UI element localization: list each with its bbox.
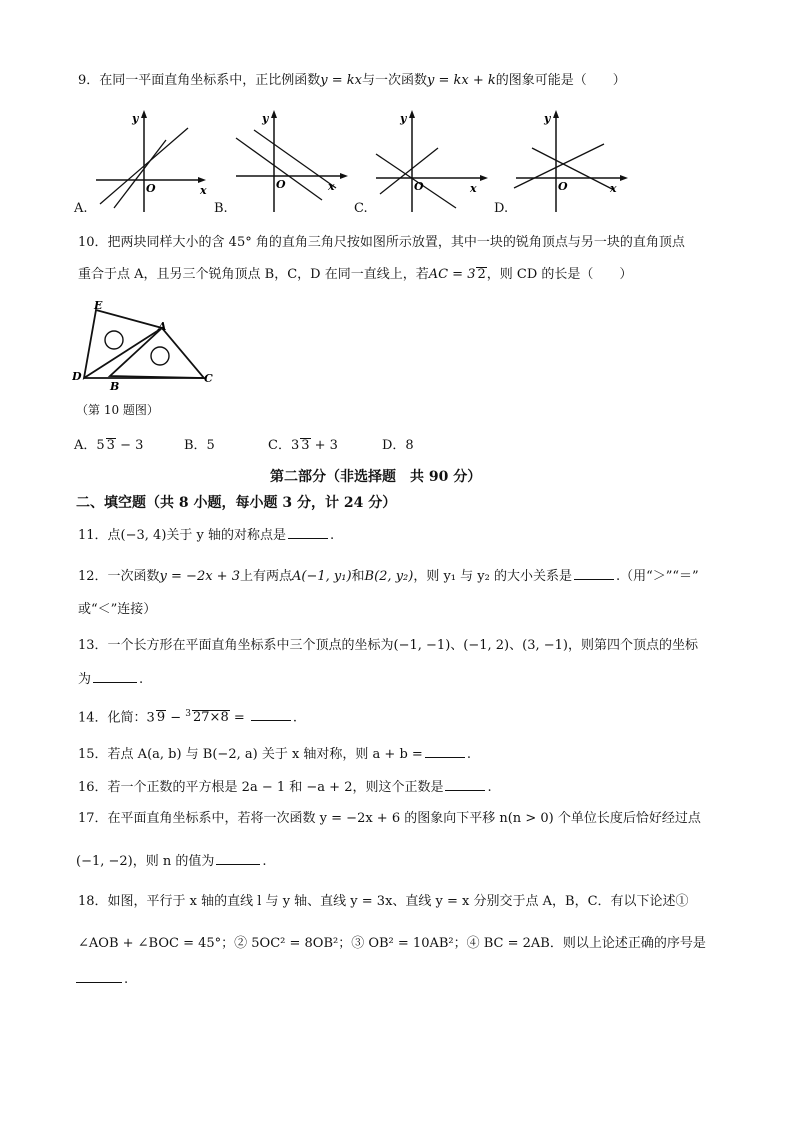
q10-line2: 重合于点 A，且另三个锐角顶点 B，C，D 在同一直线上，若AC = 3 2，则 CD 的长是（ ） [78,267,633,282]
q13-answer-blank[interactable] [93,670,137,683]
q9-option-a[interactable]: A. [74,201,88,216]
q9-stem: 9．在同一平面直角坐标系中，正比例函数y = kx与一次函数y = kx + k的图象可能是（ ） [78,73,626,88]
q9-option-c[interactable]: C. [354,201,368,216]
q12-answer-blank[interactable] [574,567,614,580]
q15-answer-blank[interactable] [425,745,465,758]
svg-text:y: y [132,112,139,125]
svg-text:O: O [558,180,568,193]
q10-option-d[interactable]: D．8 [382,438,414,453]
svg-text:C: C [204,372,213,385]
svg-text:D: D [72,370,82,383]
q9-option-b[interactable]: B. [214,201,228,216]
q10-line1: 10．把两块同样大小的含 45° 角的直角三角尺按如图所示放置，其中一块的锐角顶点与另一块的直角顶点 [78,235,685,250]
svg-text:E: E [94,299,103,312]
q11-answer-blank[interactable] [288,526,328,539]
svg-text:B: B [110,380,120,393]
part2-heading: 第二部分（非选择题 共 90 分） [270,469,482,485]
svg-text:O: O [146,182,156,195]
svg-text:x: x [470,182,477,195]
q9-graph-b [232,108,352,216]
q18-line1: 18．如图，平行于 x 轴的直线 l 与 y 轴、直线 y = 3x、直线 y = x 分别交于点 A，B，C．有以下论述① [78,894,689,909]
svg-text:y: y [262,112,269,125]
q9-graph-c [372,108,492,216]
q18-answer-blank[interactable] [76,970,122,983]
q10-figure [72,298,220,394]
q10-option-a[interactable]: A．5 3 − 3 [74,438,144,453]
q18-line2: ∠AOB + ∠BOC = 45°；② 5OC² = 8OB²；③ OB² = 10AB²；④ BC = 2AB．则以上论述正确的序号是 [78,936,706,951]
svg-text:y: y [544,112,551,125]
q9-graph-d [512,108,632,216]
q11: 11．点(−3, 4)关于 y 轴的对称点是 . [78,528,335,543]
svg-text:y: y [400,112,407,125]
svg-text:O: O [276,178,286,191]
section2-heading: 二、填空题（共 8 小题，每小题 3 分，计 24 分） [76,495,397,511]
q10-option-b[interactable]: B．5 [184,438,215,453]
q15: 15．若点 A(a, b) 与 B(−2, a) 关于 x 轴对称，则 a + b = . [78,747,471,762]
q10-caption: （第 10 题图） [76,403,159,417]
q9-option-d[interactable]: D. [494,201,509,216]
svg-text:O: O [414,180,424,193]
q17-line2: (−1, −2)，则 n 的值为 . [76,854,267,869]
q18-line3: . [76,970,128,989]
svg-text:x: x [200,184,207,197]
q14: 14．化简：3 9 − $^3$ 27×8 = . [78,709,298,726]
svg-text:x: x [328,180,335,193]
q13-line1: 13．一个长方形在平面直角坐标系中三个顶点的坐标为(−1, −1)、(−1, 2)、(3, −1)，则第四个顶点的坐标 [78,638,698,653]
q16: 16．若一个正数的平方根是 2a − 1 和 −a + 2，则这个正数是 . [78,780,492,795]
svg-text:x: x [610,182,617,195]
q13-line2: 为 . [78,672,144,687]
q14-answer-blank[interactable] [251,708,291,721]
q9-graph-a [92,108,212,216]
q12-line2: 或“＜”连接） [78,602,157,617]
q10-option-c[interactable]: C．3 3 + 3 [268,438,338,453]
svg-text:A: A [158,320,167,333]
q16-answer-blank[interactable] [445,778,485,791]
q17-answer-blank[interactable] [216,852,260,865]
q17-line1: 17．在平面直角坐标系中，若将一次函数 y = −2x + 6 的图象向下平移 n(n > 0) 个单位长度后恰好经过点 [78,811,701,826]
q12-line1: 12．一次函数y = −2x + 3上有两点A(−1, y₁)和B(2, y₂)，则 y₁ 与 y₂ 的大小关系是 .（用“＞”“＝” [78,569,699,584]
